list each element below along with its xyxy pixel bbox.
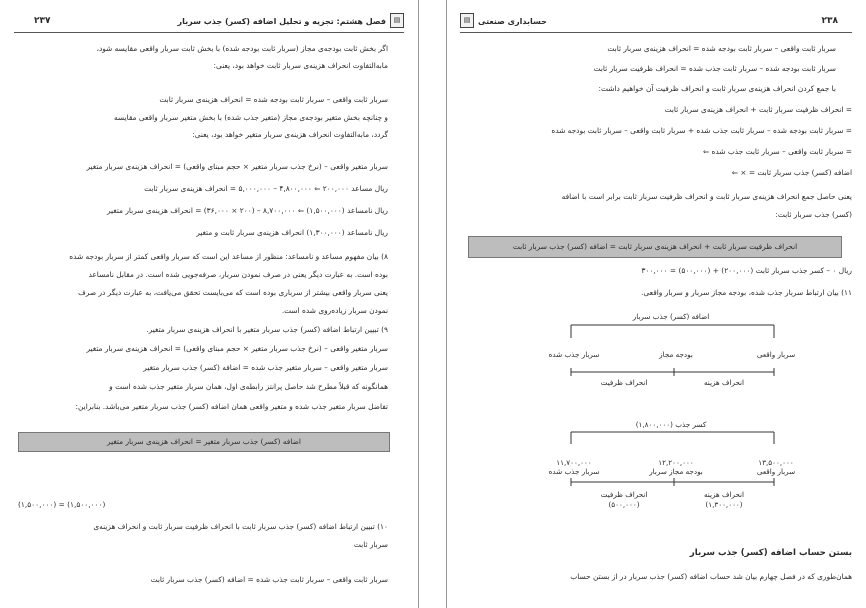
section-heading: بستن حساب اضافه (کسر) جذب سربار (689, 548, 852, 558)
text-line: سربار ثابت (353, 540, 388, 549)
text-line: اگر بخش ثابت بودجه‌ی مجاز (سربار ثابت بودجه شده) با بخش ثابت سربار واقعی مقایسه شود، (96, 44, 388, 53)
text-line: گردد، مابه‌التفاوت انحراف هزینه‌ی سربار متغیر خواهد بود، یعنی: (192, 130, 388, 139)
variance-diagram (446, 0, 866, 608)
value-applied: ۱۱,۷۰۰,۰۰۰ (556, 458, 592, 467)
formula-line: سربار متغیر واقعی – سربار متغیر جذب شده = اضافه (کسر) جذب سربار متغیر (143, 363, 388, 372)
text-line: یعنی سربار واقعی بیشتر از سرباری بوده است که می‌بایست تحقق می‌یافت، به عبارت دیگر در صرف (78, 288, 388, 297)
formula-line: = سربار ثابت واقعی – سربار ثابت جذب شده ⇐ (703, 147, 852, 156)
page-number: ۲۳۸ (821, 16, 838, 26)
text-line: بوده است. به عبارت دیگر یعنی در صرف نمودن سربار، صرفه‌جویی شده است. در مقابل نامساعد (88, 270, 388, 279)
text-line: ۹) تبیین ارتباط اضافه (کسر) جذب سربار متغیر با انحراف هزینه‌ی سربار متغیر. (146, 325, 388, 334)
value-capacity-label: انحراف ظرفیت (600, 490, 648, 499)
formula-line: سربار ثابت واقعی – سربار ثابت جذب شده = اضافه (کسر) جذب سربار ثابت (150, 575, 388, 584)
formula-line: ریال مساعد ۲۰۰,۰۰۰ ⇐ ۴,۸۰۰,۰۰۰ – ۵,۰۰۰,۰۰۰ = انحراف هزینه‌ی سربار ثابت (144, 184, 388, 193)
formula-line: اضافه (کسر) جذب سربار ثابت = × ⇐ (731, 168, 852, 177)
text-line: ۸) بیان مفهوم مساعد و نامساعد: منظور از مساعد این است که سربار واقعی کمتر از سربار بودجه شده (69, 252, 388, 261)
column-label-budget: بودجه مجاز (659, 350, 693, 359)
value-capacity: (۵۰۰,۰۰۰) (608, 500, 640, 509)
value-spending-label: انحراف هزینه (703, 490, 745, 499)
text-line: (کسر) جذب سربار ثابت: (775, 210, 852, 219)
formula-box: اضافه (کسر) جذب سربار متغیر = انحراف هزینه‌ی سربار متغیر (18, 432, 390, 452)
formula-line: سربار ثابت بودجه شده – سربار ثابت جذب شده = انحراف ظرفیت سربار ثابت (593, 64, 836, 73)
left-page-header (14, 12, 404, 33)
diagram-top-label: اضافه (کسر) جذب سربار (632, 312, 710, 321)
formula-line: = سربار ثابت بودجه شده – سربار ثابت جذب شده + سربار ثابت واقعی – سربار ثابت بودجه شده (551, 126, 852, 135)
chapter-title: فصل هشتم: تجزیه و تحلیل اضافه (کسر) جذب سربار (177, 17, 386, 26)
page-number: ۲۳۷ (34, 16, 51, 26)
page-edge-line (418, 0, 419, 608)
book-icon: ▤ (460, 13, 474, 28)
left-page (0, 0, 418, 608)
text-line: تفاضل سربار متغیر جذب شده و متغیر واقعی همان اضافه (کسر) جذب سربار متغیر می‌باشد. بنابراین: (75, 402, 388, 411)
variance-label-spending: انحراف هزینه (703, 378, 745, 387)
formula-line: سربار متغیر واقعی – (نرخ جذب سربار متغیر × حجم مبنای واقعی) = انحراف هزینه‌ی سربار متغیر (86, 344, 388, 353)
right-page (446, 0, 866, 608)
column-label-actual: سربار واقعی (756, 350, 796, 359)
book-icon: ▤ (390, 13, 404, 28)
result-line: (۱,۵۰۰,۰۰۰) = (۱,۵۰۰,۰۰۰) (18, 500, 106, 509)
text-line: با جمع کردن انحراف هزینه‌ی سربار ثابت و انحراف ظرفیت آن خواهیم داشت: (598, 84, 836, 93)
text-line: مابه‌التفاوت انحراف هزینه‌ی سربار ثابت خواهد بود، یعنی: (213, 61, 388, 70)
calc-line: ریال ۰ – کسر جذب سربار ثابت (۲۰۰,۰۰۰) + (۵۰۰,۰۰۰) = ۳۰۰,۰۰۰ (641, 266, 852, 275)
column-label-applied: سربار جذب شده (548, 350, 600, 359)
value-budget: ۱۲,۲۰۰,۰۰۰ (658, 458, 694, 467)
value-applied-label: سربار جذب شده (548, 467, 600, 476)
formula-line: سربار متغیر واقعی – (نرخ جذب سربار متغیر × حجم مبنای واقعی) = انحراف هزینه‌ی سربار متغیر (86, 162, 388, 171)
value-actual: ۱۳,۵۰۰,۰۰۰ (758, 458, 794, 467)
text-line: ۱۰) تبیین ارتباط اضافه (کسر) جذب سربار ثابت با انحراف ظرفیت سربار ثابت و انحراف هزینه‌ی (93, 522, 388, 531)
value-budget-label: بودجه مجاز سربار (649, 467, 703, 476)
under-applied-label: کسر جذب (۱,۸۰۰,۰۰۰) (635, 420, 707, 429)
formula-line: سربار ثابت واقعی – سربار ثابت بودجه شده = انحراف هزینه‌ی سربار ثابت (607, 44, 836, 53)
text-line: ۱۱) بیان ارتباط سربار جذب شده، بودجه مجاز سربار و سربار واقعی. (641, 288, 852, 297)
text-line: یعنی حاصل جمع انحراف هزینه‌ی سربار ثابت و انحراف ظرفیت سربار ثابت برابر است با اضافه (561, 192, 852, 201)
text-line: نمودن سربار زیاده‌روی شده است. (281, 306, 388, 315)
text-line: و چنانچه بخش متغیر بودجه‌ی مجاز (متغیر جذب شده) با بخش متغیر سربار واقعی مقایسه (113, 113, 388, 122)
value-spending: (۱,۳۰۰,۰۰۰) (705, 500, 743, 509)
formula-box: انحراف ظرفیت سربار ثابت + انحراف هزینه‌ی سربار ثابت = اضافه (کسر) جذب سربار ثابت (468, 236, 842, 258)
book-title: حسابداری صنعتی (478, 17, 547, 26)
variance-label-capacity: انحراف ظرفیت (600, 378, 648, 387)
formula-line: ریال نامساعد (۱,۵۰۰,۰۰۰) ⇐ ۸,۷۰۰,۰۰۰ – (۲۰۰ × ۳۶,۰۰۰) = انحراف هزینه‌ی سربار متغیر (106, 206, 388, 215)
formula-line: = انحراف ظرفیت سربار ثابت + انحراف هزینه‌ی سربار ثابت (664, 105, 852, 114)
text-line: همان‌طوری که در فصل چهارم بیان شد حساب اضافه (کسر) جذب سربار در از بستن حساب (570, 572, 852, 581)
text-line: همانگونه که قبلاً مطرح شد حاصل پرانتز رابطه‌ی اول، همان سربار متغیر جذب شده است و (109, 382, 388, 391)
text-line: سربار ثابت واقعی – سربار ثابت بودجه شده = انحراف هزینه‌ی سربار ثابت (159, 95, 388, 104)
value-actual-label: سربار واقعی (756, 467, 796, 476)
formula-line: ریال نامساعد (۱,۳۰۰,۰۰۰) انحراف هزینه‌ی سربار ثابت و متغیر (196, 228, 388, 237)
